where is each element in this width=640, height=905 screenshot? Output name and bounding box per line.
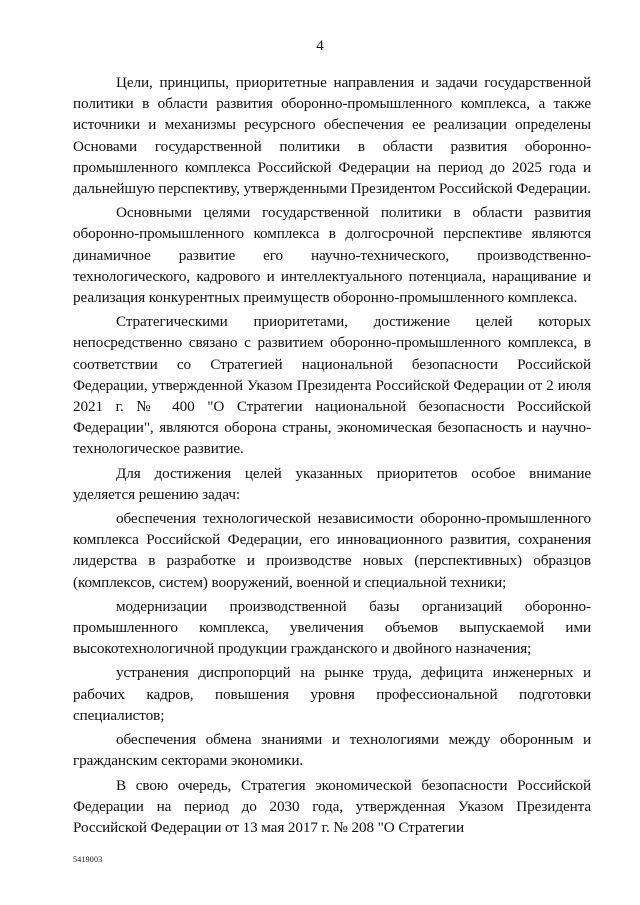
list-item: обеспечения обмена знаниями и технологиями между оборонным и гражданским секторами экономики. [73, 731, 591, 770]
document-body [73, 72, 591, 841]
paragraph: Для достижения целей указанных приоритетов особое внимание уделяется решению задач: [73, 464, 591, 503]
list-item: модернизации производственной базы организаций оборонно-промышленного комплекса, увеличения объемов выпускаемой ими высокотехнологичной продукции гражданского и двойного назначения; [73, 597, 591, 658]
document-code: 5419003 [73, 855, 103, 864]
page-number: 4 [316, 38, 324, 54]
list-item: обеспечения технологической независимости оборонно-промышленного комплекса Российской Федерации, его инновационного развития, сохранения лидерства в разработке и производстве новых (перспективных) образцов (комплексов, систем) вооружений, военной и специальной техники; [73, 510, 591, 591]
paragraph: Цели, принципы, приоритетные направления и задачи государственной политики в области развития оборонно-промышленного комплекса, а также источники и механизмы ресурсного обеспечения ее реализации определены Основами государственной политики в области развития оборонно-промышленного комплекса Российской Федерации на период до 2025 года и дальнейшую перспективу, утвержденными Президентом Российской Федерации. [73, 74, 591, 198]
paragraph: Основными целями государственной политики в области развития оборонно-промышленного комплекса в долгосрочной перспективе являются динамичное развитие его научно-технического, производственно-технологического, кадрового и интеллектуального потенциала, наращивание и реализация конкурентных преимуществ оборонно-промышленного комплекса. [73, 204, 591, 307]
paragraph: Стратегическими приоритетами, достижение целей которых непосредственно связано с развитием оборонно-промышленного комплекса, в соответствии со Стратегией национальной безопасности Российской Федерации, утвержденной Указом Президента Российской Федерации от 2 июля 2021 г. № 400 "О Стратегии национальной безопасности Российской Федерации", являются оборона страны, экономическая безопасность и научно-технологическое развитие. [73, 313, 591, 458]
list-item: устранения диспропорций на рынке труда, дефицита инженерных и рабочих кадров, повышения уровня профессиональной подготовки специалистов; [73, 664, 591, 724]
paragraph: В свою очередь, Стратегия экономической безопасности Российской Федерации на период до 2030 года, утвержденная Указом Президента Российской Федерации от 13 мая 2017 г. № 208 "О Стратегии [73, 776, 591, 836]
